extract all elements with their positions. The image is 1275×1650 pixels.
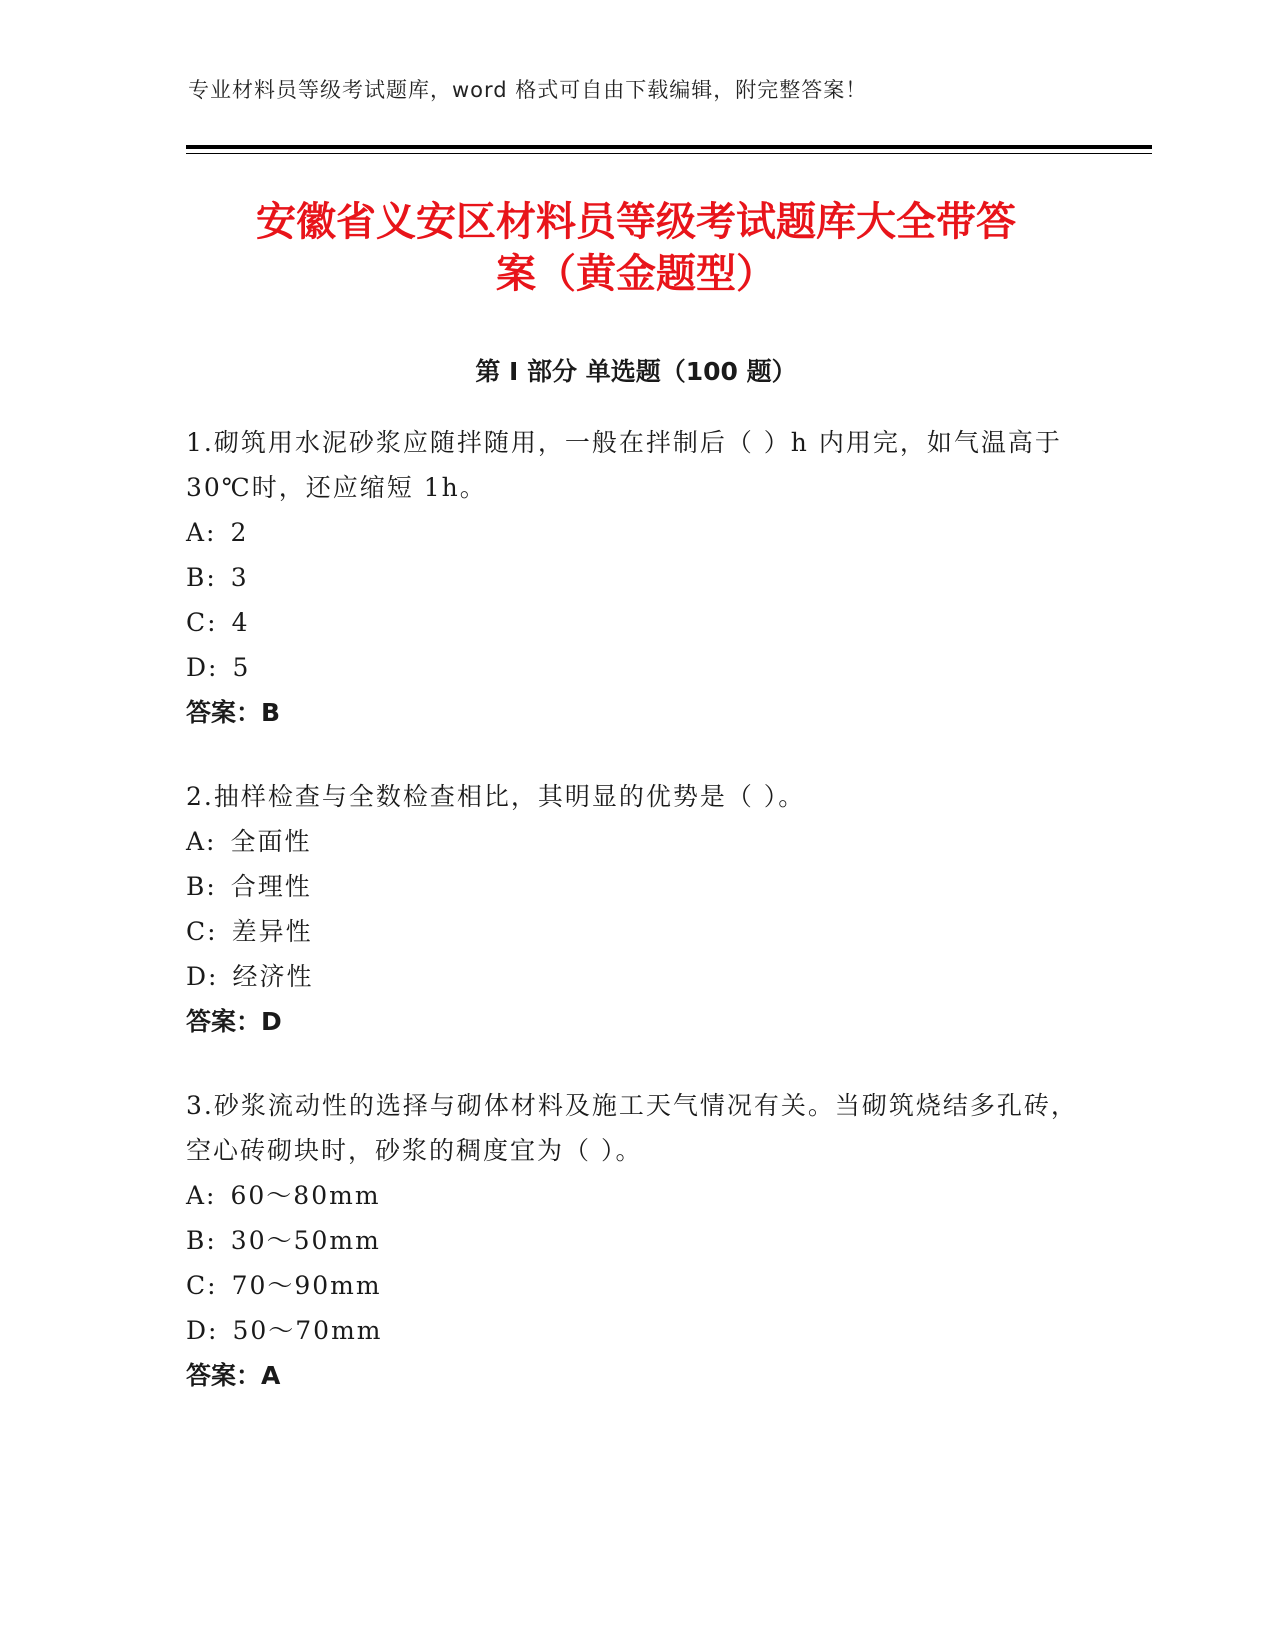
option-text: 全面性 <box>230 827 312 856</box>
answer-value: D <box>261 1007 282 1036</box>
option-label: B: <box>186 563 217 592</box>
question-text: 3.砂浆流动性的选择与砌体材料及施工天气情况有关。当砌筑烧结多孔砖，空心砖砌块时，砂浆的稠度宜为（ ）。 <box>186 1091 1078 1165</box>
option-a <box>186 1173 1086 1218</box>
option-label: D: <box>186 1316 219 1345</box>
option-text: 差异性 <box>231 917 313 946</box>
question-3 <box>186 1083 1086 1398</box>
option-text: 5 <box>232 653 251 682</box>
option-text: 合理性 <box>230 872 312 901</box>
header-rule-thick <box>186 145 1152 149</box>
option-label: C: <box>186 608 218 637</box>
option-text: 3 <box>230 563 249 592</box>
answer-line <box>186 1353 1086 1398</box>
option-label: A: <box>186 1181 217 1210</box>
option-d <box>186 645 1086 690</box>
option-text: 60～80mm <box>230 1181 381 1210</box>
option-label: B: <box>186 1226 217 1255</box>
answer-value: A <box>261 1361 281 1390</box>
question-2 <box>186 774 1086 1044</box>
option-label: C: <box>186 917 218 946</box>
option-a <box>186 510 1086 555</box>
option-label: D: <box>186 962 219 991</box>
option-text: 4 <box>231 608 250 637</box>
option-text: 30～50mm <box>230 1226 381 1255</box>
option-label: C: <box>186 1271 218 1300</box>
option-d <box>186 954 1086 999</box>
document-title-line-2: 案（黄金题型） <box>496 251 776 297</box>
question-1 <box>186 420 1086 735</box>
answer-prefix: 答案： <box>186 698 262 727</box>
option-b <box>186 1218 1086 1263</box>
option-text: 经济性 <box>232 962 314 991</box>
answer-value: B <box>261 698 281 727</box>
option-text: 2 <box>230 518 249 547</box>
option-c <box>186 1263 1086 1308</box>
question-text: 1.砌筑用水泥砂浆应随拌随用，一般在拌制后（ ）h 内用完，如气温高于 30℃时，还应缩短 1h。 <box>186 428 1062 502</box>
option-c <box>186 600 1086 645</box>
question-text: 2.抽样检查与全数检查相比，其明显的优势是（ ）。 <box>186 782 806 811</box>
option-b <box>186 555 1086 600</box>
option-label: B: <box>186 872 217 901</box>
option-label: A: <box>186 518 217 547</box>
option-d <box>186 1308 1086 1353</box>
option-label: A: <box>186 827 217 856</box>
option-a <box>186 819 1086 864</box>
section-title: 第 I 部分 单选题（100 题） <box>475 357 797 386</box>
answer-line <box>186 690 1086 735</box>
option-label: D: <box>186 653 219 682</box>
option-c <box>186 909 1086 954</box>
option-text: 50～70mm <box>232 1316 383 1345</box>
document-title-line-1: 安徽省义安区材料员等级考试题库大全带答 <box>256 199 1016 245</box>
answer-prefix: 答案： <box>186 1007 262 1036</box>
answer-line <box>186 999 1086 1044</box>
answer-prefix: 答案： <box>186 1361 262 1390</box>
header-rule-thin <box>186 153 1152 154</box>
header-note: 专业材料员等级考试题库，word 格式可自由下载编辑，附完整答案！ <box>188 78 868 102</box>
document-title <box>186 196 1086 300</box>
option-b <box>186 864 1086 909</box>
option-text: 70～90mm <box>231 1271 382 1300</box>
